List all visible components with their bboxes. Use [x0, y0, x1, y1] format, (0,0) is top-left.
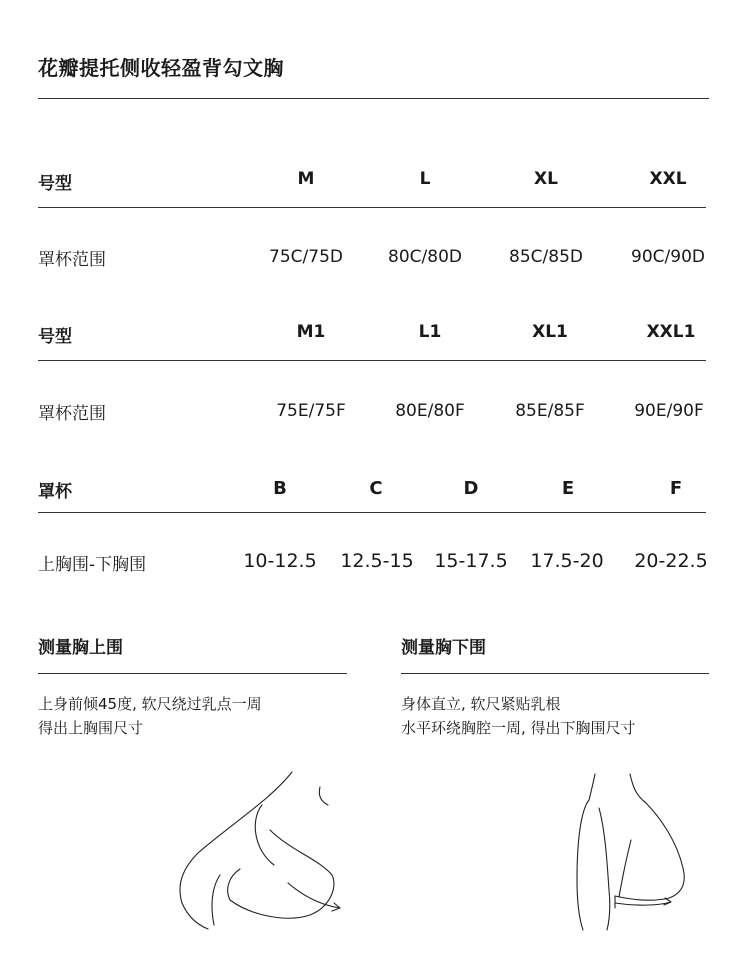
measure-lower-divider — [401, 673, 709, 674]
cup-range-xl: 85C/85D — [509, 247, 583, 267]
cup-header-label: 罩杯 — [38, 482, 72, 502]
measure-upper-line2: 得出上胸围尺寸 — [38, 719, 144, 737]
bust-difference-label: 上胸围-下胸围 — [38, 555, 147, 575]
cup-range-label: 罩杯范围 — [38, 250, 106, 270]
cup-range-xxl: 90C/90D — [631, 247, 705, 267]
table3-divider — [38, 512, 706, 513]
cup-f: F — [669, 478, 683, 499]
cup-b: B — [273, 478, 287, 499]
size-l: L — [419, 169, 431, 189]
size-xl1: XL1 — [532, 322, 568, 342]
bust-diff-b: 10-12.5 — [243, 550, 317, 572]
cup-range-l: 80C/80D — [388, 247, 462, 267]
table1-divider — [38, 207, 706, 208]
measure-upper-divider — [38, 673, 347, 674]
title-divider — [38, 98, 709, 99]
cup-d: D — [463, 478, 479, 499]
measure-lower-desc — [401, 692, 636, 740]
measure-upper-title: 测量胸上围 — [38, 638, 123, 658]
size-header-label-2: 号型 — [38, 327, 72, 347]
size-m1: M1 — [296, 322, 326, 342]
size-l1: L1 — [418, 322, 442, 342]
cup-c: C — [369, 478, 383, 499]
bust-diff-e: 17.5-20 — [530, 550, 604, 572]
cup-range-m: 75C/75D — [269, 247, 343, 267]
bust-diff-f: 20-22.5 — [634, 550, 708, 572]
measure-upper-line1: 上身前倾45度, 软尺绕过乳点一周 — [38, 695, 262, 713]
bust-diff-c: 12.5-15 — [340, 550, 414, 572]
size-xxl1: XXL1 — [646, 322, 696, 342]
measure-upper-desc — [38, 692, 262, 740]
cup-range-xxl1: 90E/90F — [634, 401, 704, 421]
measure-lower-title: 测量胸下围 — [401, 638, 486, 658]
cup-range-xl1: 85E/85F — [515, 401, 585, 421]
bust-diff-d: 15-17.5 — [434, 550, 508, 572]
size-xxl: XXL — [649, 169, 687, 189]
size-m: M — [297, 169, 315, 189]
under-bust-illustration — [565, 770, 705, 935]
cup-e: E — [561, 478, 575, 499]
measure-lower-line2: 水平环绕胸腔一周, 得出下胸围尺寸 — [401, 719, 636, 737]
cup-range-l1: 80E/80F — [395, 401, 465, 421]
table2-divider — [38, 360, 706, 361]
cup-range-m1: 75E/75F — [276, 401, 346, 421]
cup-range-label-2: 罩杯范围 — [38, 404, 106, 424]
upper-bust-illustration — [170, 765, 370, 935]
size-xl: XL — [534, 169, 558, 189]
measure-lower-line1: 身体直立, 软尺紧贴乳根 — [401, 695, 561, 713]
page-title: 花瓣提托侧收轻盈背勾文胸 — [38, 56, 284, 80]
size-header-label: 号型 — [38, 174, 72, 194]
